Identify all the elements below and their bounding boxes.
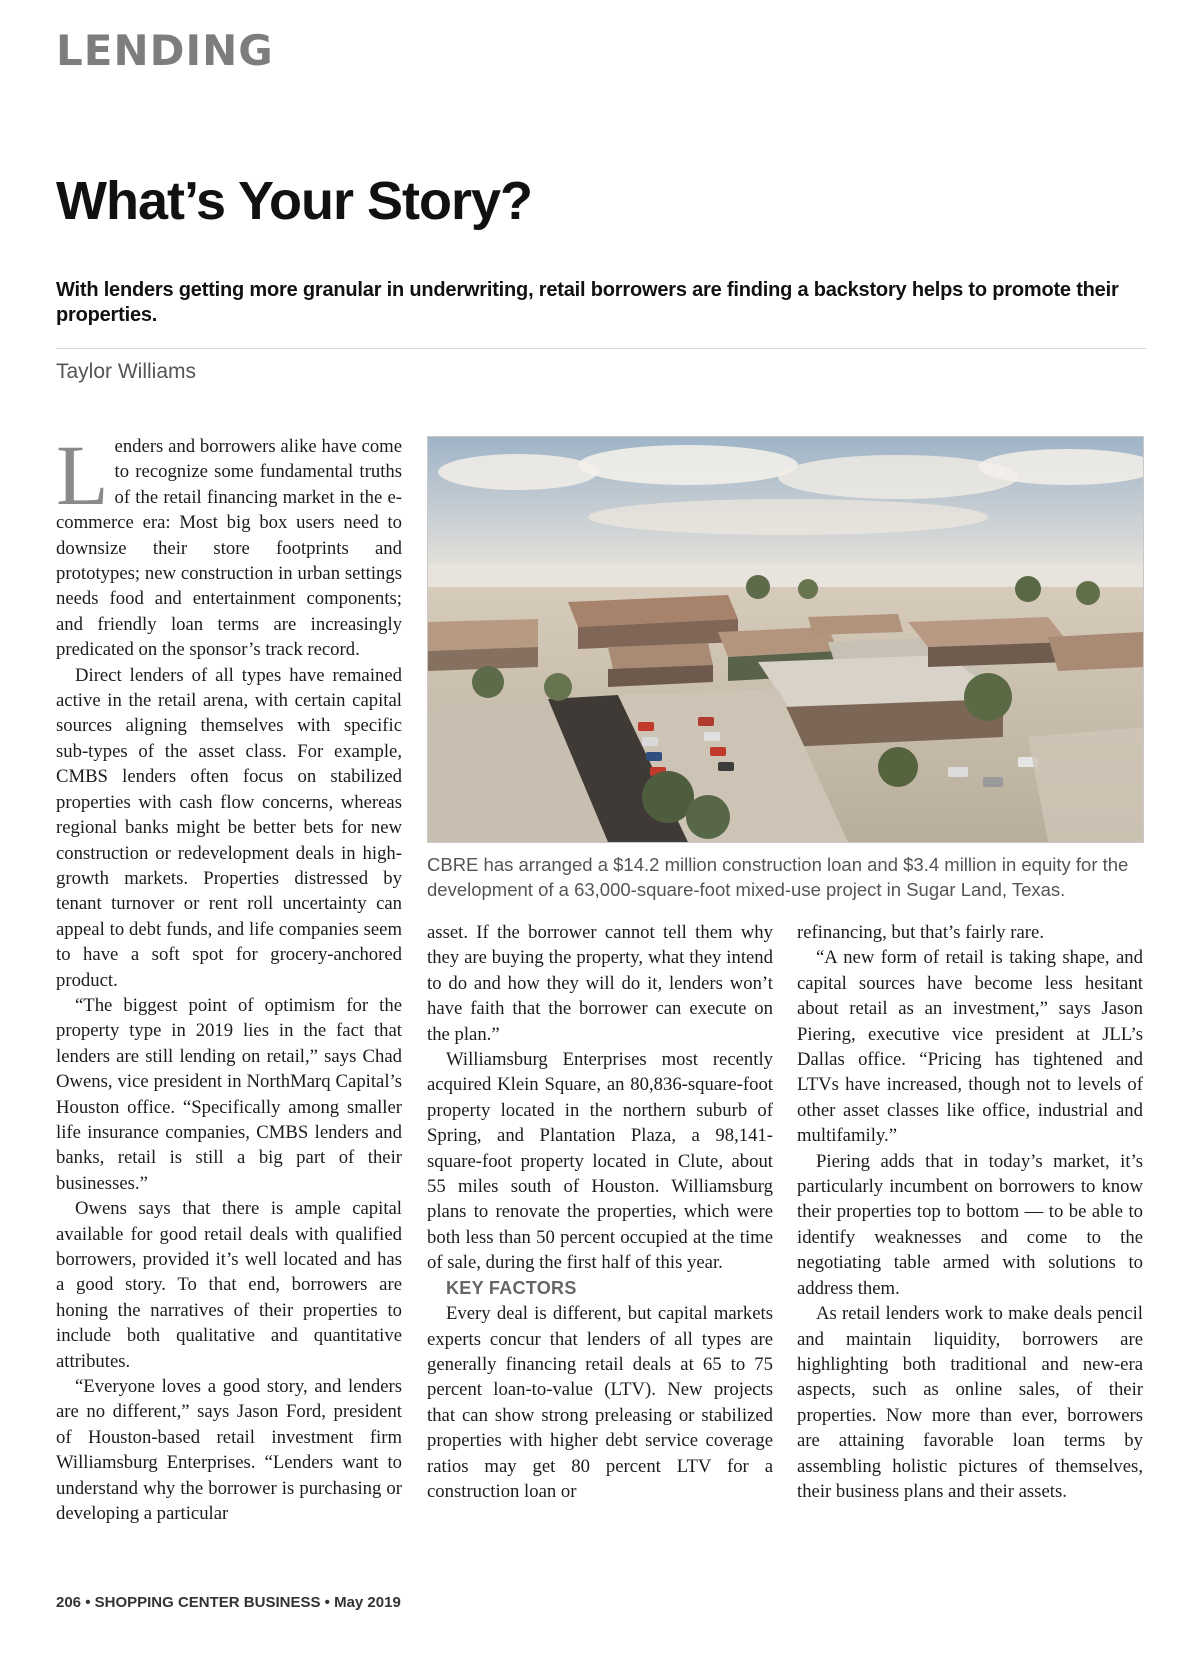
byline: Taylor Williams bbox=[56, 360, 197, 383]
article-paragraph: asset. If the borrower cannot tell them why they are buying the property, what they intend to do and how they will do it, lenders won’t have faith that the borrower can execute on the plan.” bbox=[427, 922, 773, 1045]
page-footer: 206 • SHOPPING CENTER BUSINESS • May 2019 bbox=[56, 1594, 401, 1611]
article-column-3 bbox=[797, 920, 1143, 1504]
article-paragraph: As retail lenders work to make deals pencil and maintain liquidity, borrowers are highlighting both traditional and new-era aspects, such as online sales, of their properties. Now more than ever, borrowers are attaining favorable loan terms by assembling holistic pictures of themselves, their business plans and their assets. bbox=[797, 1303, 1143, 1502]
deck: With lenders getting more granular in underwriting, retail borrowers are finding a backstory helps to promote their properties. bbox=[56, 279, 1119, 326]
article-paragraph bbox=[56, 427, 402, 663]
divider bbox=[56, 348, 1146, 349]
photo-caption: CBRE has arranged a $14.2 million construction loan and $3.4 million in equity for the development of a 63,000-square-foot mixed-use project in Sugar Land, Texas. bbox=[427, 854, 1129, 900]
headline: What’s Your Story? bbox=[56, 171, 533, 231]
article-paragraph: “The biggest point of optimism for the property type in 2019 lies in the fact that lenders are still lending on retail,” says Chad Owens, vice president in NorthMarq Capital’s Houston office. “Specifically among smaller life insurance companies, CMBS lenders and banks, retail is still a big part of their businesses.” bbox=[56, 994, 402, 1194]
article-column-1 bbox=[56, 427, 402, 1526]
section-label: LENDING bbox=[56, 26, 274, 75]
article-paragraph: Williamsburg Enterprises most recently acquired Klein Square, an 80,836-square-foot property located in the northern suburb of Spring, and Plantation Plaza, a 98,141-square-foot property located in Clute, about 55 miles south of Houston. Williamsburg plans to renovate the properties, which were both less than 50 percent occupied at the time of sale, during the first half of this year. bbox=[427, 1049, 773, 1274]
article-paragraph: Piering adds that in today’s market, it’s particularly incumbent on borrowers to know their properties top to bottom — to be able to identify weaknesses and come to the negotiating table armed with solutions to address them. bbox=[797, 1150, 1143, 1299]
article-paragraph: “A new form of retail is taking shape, and capital sources have become less hesitant about retail as an investment,” says Jason Piering, executive vice president at JLL’s Dallas office. “Pricing has tightened and LTVs have increased, though not to levels of other asset classes like office, industrial and multifamily.” bbox=[797, 947, 1143, 1147]
article-paragraph: Every deal is different, but capital markets experts concur that lenders of all types are generally financing retail deals at 65 to 75 percent loan-to-value (LTV). New projects that can show strong preleasing or stabilized properties with higher debt service coverage ratios may get 80 percent LTV for a construction loan or bbox=[427, 1303, 773, 1502]
drop-cap: L bbox=[56, 427, 109, 523]
article-paragraph: refinancing, but that’s fairly rare. bbox=[797, 922, 1044, 943]
paragraph-text: enders and borrowers alike have come to recognize some fundamental truths of the retail financing market in the e-commerce era: Most big box users need to downsize their store footprints and prototypes; new construction in urban settings needs food and entertainment components; and friendly loan terms are increasingly predicated on the sponsor’s track record. bbox=[56, 436, 402, 661]
article-paragraph: Direct lenders of all types have remained active in the retail arena, with certain capital sources aligning themselves with specific sub-types of the asset class. For example, CMBS lenders often focus on stabilized properties with cash flow concerns, whereas regional banks might be better bets for new construction or redevelopment deals in high-growth markets. Properties distressed by tenant turnover or rent roll uncertainty can appeal to debt funds, and life companies seem to have a soft spot for grocery-anchored product. bbox=[56, 664, 402, 991]
project-rendering-photo bbox=[427, 436, 1144, 843]
subhead-key-factors: KEY FACTORS bbox=[446, 1277, 577, 1298]
article-column-2 bbox=[427, 920, 773, 1504]
article-paragraph: Owens says that there is ample capital available for good retail deals with qualified borrowers, provided it’s well located and has a good story. To that end, borrowers are honing the narratives of their properties to include both qualitative and quantitative attributes. bbox=[56, 1198, 402, 1372]
article-paragraph: “Everyone loves a good story, and lenders are no different,” says Jason Ford, president of Houston-based retail investment firm Williamsburg Enterprises. “Lenders want to understand why the borrower is purchasing or developing a particular bbox=[56, 1376, 402, 1525]
